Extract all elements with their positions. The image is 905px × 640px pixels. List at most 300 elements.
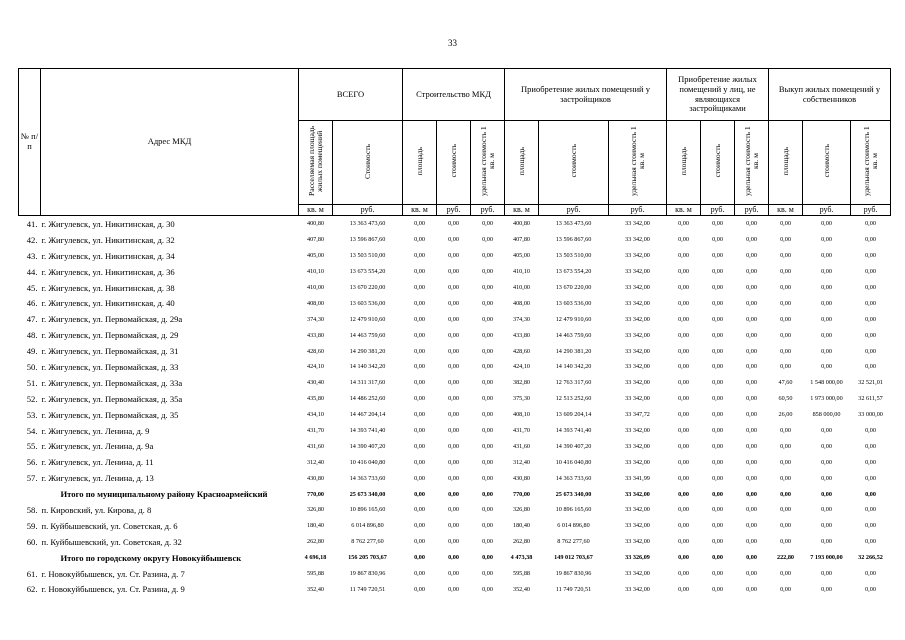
row-value: 770,00 xyxy=(512,490,530,498)
row-value: 0,00 xyxy=(678,379,689,387)
row-value: 0,00 xyxy=(448,220,459,228)
row-value: 0,00 xyxy=(414,236,425,244)
row-value: 13 673 554,20 xyxy=(555,268,592,276)
row-value: 0,00 xyxy=(780,506,791,514)
row-value: 19 867 830,96 xyxy=(349,570,386,578)
row-value: 0,00 xyxy=(678,522,689,530)
row-value: 47,60 xyxy=(778,379,793,387)
subheader-label: Стоимость xyxy=(362,143,372,179)
row-value: 0,00 xyxy=(746,315,757,323)
unit-cell: руб. xyxy=(437,205,471,216)
row-value: 312,40 xyxy=(306,458,324,466)
row-value: 0,00 xyxy=(746,442,757,450)
row-value: 0,00 xyxy=(746,554,757,562)
row-value: 0,00 xyxy=(865,347,876,355)
row-value: 430,80 xyxy=(306,474,324,482)
row-value: 19 867 830,96 xyxy=(555,570,592,578)
row-value: 0,00 xyxy=(414,268,425,276)
row-number: 51. xyxy=(26,377,38,388)
row-value: 0,00 xyxy=(865,474,876,482)
table-row xyxy=(19,470,891,486)
row-value: 13 670 220,00 xyxy=(555,284,592,291)
row-value: 25 673 340,00 xyxy=(555,490,592,498)
row-value: 33 342,00 xyxy=(625,268,650,276)
row-value: 13 363 473,60 xyxy=(349,220,386,228)
row-value: 13 596 867,60 xyxy=(555,236,592,244)
row-value: 0,00 xyxy=(865,236,876,244)
subheader-cell xyxy=(299,121,333,205)
row-value: 0,00 xyxy=(414,220,425,228)
row-value: 0,00 xyxy=(865,315,876,323)
row-value: 8 762 277,60 xyxy=(351,538,384,546)
row-value: 0,00 xyxy=(414,427,425,435)
row-value: 13 503 510,00 xyxy=(555,252,592,260)
row-value: 13 503 510,00 xyxy=(349,252,386,260)
row-value: 433,80 xyxy=(512,331,530,339)
row-value: 0,00 xyxy=(865,363,876,371)
total-label: Итого по муниципальному району Красноармейский xyxy=(60,489,268,500)
table-row xyxy=(19,375,891,391)
row-number: 58. xyxy=(26,504,38,515)
row-value: 0,00 xyxy=(482,252,493,260)
row-value: 312,40 xyxy=(512,458,530,466)
subheader-label: Расселяемая площадь жилых помещений xyxy=(306,126,324,197)
row-value: 25 673 340,00 xyxy=(349,490,386,498)
subheader-label: площадь xyxy=(414,147,424,176)
unit-cell: руб. xyxy=(735,205,769,216)
row-value: 0,00 xyxy=(678,474,689,482)
row-value: 0,00 xyxy=(821,331,832,339)
row-value: 0,00 xyxy=(414,538,425,546)
table-row xyxy=(19,343,891,359)
row-value: 410,00 xyxy=(306,284,324,291)
row-value: 0,00 xyxy=(448,554,459,562)
row-value: 33 342,00 xyxy=(625,379,650,387)
subheader-label: удельная стоимость 1 кв. м xyxy=(628,126,646,196)
subheader-cell xyxy=(609,121,667,205)
row-value: 0,00 xyxy=(780,236,791,244)
row-value: 375,30 xyxy=(512,395,530,403)
total-row xyxy=(19,486,891,502)
table-row xyxy=(19,311,891,327)
row-value: 0,00 xyxy=(482,554,493,562)
row-value: 0,00 xyxy=(746,347,757,355)
row-value: 0,00 xyxy=(821,268,832,276)
row-value: 0,00 xyxy=(746,395,757,403)
row-value: 13 596 867,60 xyxy=(349,236,386,244)
row-value: 0,00 xyxy=(482,284,493,291)
subheader-cell xyxy=(333,121,403,205)
row-value: 0,00 xyxy=(712,299,723,307)
row-value: 0,00 xyxy=(414,442,425,450)
subheader-cell xyxy=(471,121,505,205)
row-value: 326,80 xyxy=(512,506,530,514)
row-address: г. Новокуйбышевск, ул. Ст. Разина, д. 9 xyxy=(41,584,185,595)
row-value: 408,10 xyxy=(512,411,530,419)
row-address: г. Жигулевск, ул. Ленина, д. 11 xyxy=(41,457,154,468)
page-number: 33 xyxy=(448,38,457,48)
row-value: 0,00 xyxy=(821,474,832,482)
row-value: 0,00 xyxy=(712,427,723,435)
row-value: 0,00 xyxy=(482,442,493,450)
row-value: 0,00 xyxy=(780,284,791,291)
row-value: 0,00 xyxy=(448,538,459,546)
row-number: 60. xyxy=(26,536,38,547)
row-value: 0,00 xyxy=(414,474,425,482)
row-value: 1 973 000,00 xyxy=(810,395,843,403)
row-value: 12 479 910,60 xyxy=(349,315,386,323)
row-value: 0,00 xyxy=(780,331,791,339)
row-value: 0,00 xyxy=(678,585,689,593)
row-value: 0,00 xyxy=(482,315,493,323)
row-value: 352,40 xyxy=(306,585,324,593)
row-number: 54. xyxy=(26,425,38,436)
row-value: 33 342,00 xyxy=(625,284,650,291)
row-number: 57. xyxy=(26,473,38,484)
row-value: 0,00 xyxy=(482,585,493,593)
row-address: г. Жигулевск, ул. Никитинская, д. 34 xyxy=(41,250,175,261)
row-value: 0,00 xyxy=(414,363,425,371)
row-address: г. Жигулевск, ул. Первомайская, д. 35а xyxy=(41,393,183,404)
unit-cell: руб. xyxy=(333,205,403,216)
row-value: 407,80 xyxy=(512,236,530,244)
row-value: 0,00 xyxy=(482,474,493,482)
row-value: 0,00 xyxy=(865,458,876,466)
unit-cell: руб. xyxy=(803,205,851,216)
row-value: 0,00 xyxy=(482,299,493,307)
row-value: 0,00 xyxy=(780,347,791,355)
row-value: 0,00 xyxy=(448,522,459,530)
row-number: 42. xyxy=(26,234,38,245)
subheader-cell xyxy=(851,121,891,205)
row-value: 0,00 xyxy=(448,331,459,339)
table-row xyxy=(19,454,891,470)
row-value: 0,00 xyxy=(821,252,832,260)
subheader-label: удельная стоимость 1 кв. м xyxy=(478,126,496,196)
subheader-cell xyxy=(803,121,851,205)
row-value: 0,00 xyxy=(746,490,757,498)
row-value: 0,00 xyxy=(678,252,689,260)
row-value: 0,00 xyxy=(678,363,689,371)
row-value: 0,00 xyxy=(448,236,459,244)
row-address: п. Куйбышевский, ул. Советская, д. 32 xyxy=(41,536,182,547)
row-value: 14 393 741,40 xyxy=(555,427,592,435)
row-address: г. Жигулевск, ул. Первомайская, д. 31 xyxy=(41,346,179,357)
row-address: г. Жигулевск, ул. Никитинская, д. 38 xyxy=(41,282,175,293)
row-value: 0,00 xyxy=(821,458,832,466)
subheader-cell xyxy=(505,121,539,205)
row-value: 13 670 220,00 xyxy=(349,284,386,291)
row-value: 0,00 xyxy=(821,570,832,578)
row-value: 410,00 xyxy=(512,284,530,291)
row-value: 0,00 xyxy=(448,395,459,403)
row-value: 0,00 xyxy=(448,506,459,514)
row-value: 0,00 xyxy=(678,411,689,419)
row-value: 0,00 xyxy=(821,299,832,307)
table-row xyxy=(19,327,891,343)
row-value: 0,00 xyxy=(448,474,459,482)
row-value: 0,00 xyxy=(482,427,493,435)
table-row xyxy=(19,534,891,550)
row-value: 430,40 xyxy=(306,379,324,387)
row-value: 0,00 xyxy=(414,522,425,530)
row-value: 0,00 xyxy=(780,490,791,498)
row-value: 428,60 xyxy=(512,347,530,355)
row-number: 59. xyxy=(26,520,38,531)
row-number: 48. xyxy=(26,330,38,341)
row-value: 33 342,00 xyxy=(625,236,650,244)
row-value: 405,00 xyxy=(512,252,530,260)
unit-cell: руб. xyxy=(471,205,505,216)
row-value: 0,00 xyxy=(448,363,459,371)
row-value: 0,00 xyxy=(482,538,493,546)
row-value: 0,00 xyxy=(414,506,425,514)
row-value: 400,80 xyxy=(306,220,324,228)
unit-cell: кв. м xyxy=(667,205,701,216)
row-value: 14 486 252,60 xyxy=(349,395,386,403)
row-value: 13 603 536,00 xyxy=(349,299,386,307)
row-value: 0,00 xyxy=(746,506,757,514)
row-value: 0,00 xyxy=(780,570,791,578)
row-value: 0,00 xyxy=(780,299,791,307)
row-value: 0,00 xyxy=(712,363,723,371)
row-value: 0,00 xyxy=(865,268,876,276)
row-value: 8 762 277,60 xyxy=(557,538,590,546)
row-value: 6 014 896,80 xyxy=(557,522,590,530)
row-value: 0,00 xyxy=(678,458,689,466)
row-value: 0,00 xyxy=(746,522,757,530)
row-value: 0,00 xyxy=(780,538,791,546)
subheader-label: удельная стоимость 1 кв. м xyxy=(861,126,879,196)
row-value: 6 014 896,80 xyxy=(351,522,384,530)
row-value: 33 342,00 xyxy=(625,538,650,546)
row-value: 431,70 xyxy=(306,427,324,435)
table-row xyxy=(19,581,891,597)
row-value: 0,00 xyxy=(482,411,493,419)
row-value: 408,00 xyxy=(512,299,530,307)
row-value: 0,00 xyxy=(780,585,791,593)
row-value: 0,00 xyxy=(865,538,876,546)
row-value: 430,80 xyxy=(512,474,530,482)
row-value: 14 140 342,20 xyxy=(555,363,592,371)
subheader-cell xyxy=(735,121,769,205)
row-value: 33 347,72 xyxy=(625,411,650,419)
row-value: 0,00 xyxy=(414,284,425,291)
row-value: 32 611,57 xyxy=(858,395,883,403)
row-value: 0,00 xyxy=(712,490,723,498)
total-label: Итого по городскому округу Новокуйбышевск xyxy=(60,552,242,563)
table-row xyxy=(19,232,891,248)
row-value: 180,40 xyxy=(512,522,530,530)
row-value: 0,00 xyxy=(482,570,493,578)
table-row xyxy=(19,518,891,534)
row-value: 33 342,00 xyxy=(625,220,650,228)
row-value: 262,80 xyxy=(306,538,324,546)
row-number: 56. xyxy=(26,457,38,468)
row-value: 14 140 342,20 xyxy=(349,363,386,371)
row-value: 33 342,00 xyxy=(625,299,650,307)
row-value: 0,00 xyxy=(712,442,723,450)
row-value: 14 290 381,20 xyxy=(555,347,592,355)
row-address: г. Жигулевск, ул. Ленина, д. 13 xyxy=(41,473,154,484)
row-value: 0,00 xyxy=(678,347,689,355)
row-value: 0,00 xyxy=(712,411,723,419)
table-row xyxy=(19,423,891,439)
row-value: 0,00 xyxy=(780,252,791,260)
row-value: 0,00 xyxy=(482,268,493,276)
row-value: 11 749 720,51 xyxy=(349,585,386,593)
row-value: 33 342,00 xyxy=(625,331,650,339)
row-value: 0,00 xyxy=(865,284,876,291)
row-value: 13 673 554,20 xyxy=(349,268,386,276)
row-value: 0,00 xyxy=(448,427,459,435)
row-value: 408,00 xyxy=(306,299,324,307)
row-address: г. Жигулевск, ул. Никитинская, д. 32 xyxy=(41,234,175,245)
row-value: 33 342,00 xyxy=(625,395,650,403)
row-number: 49. xyxy=(26,346,38,357)
row-value: 0,00 xyxy=(821,236,832,244)
row-value: 0,00 xyxy=(712,506,723,514)
table-header xyxy=(19,69,891,216)
row-value: 0,00 xyxy=(482,347,493,355)
row-value: 0,00 xyxy=(448,284,459,291)
row-value: 0,00 xyxy=(821,442,832,450)
subheader-cell xyxy=(667,121,701,205)
row-value: 0,00 xyxy=(448,490,459,498)
row-value: 405,00 xyxy=(306,252,324,260)
row-value: 11 749 720,51 xyxy=(555,585,592,593)
header-num: № п/п xyxy=(19,69,41,216)
row-value: 433,80 xyxy=(306,331,324,339)
row-value: 12 513 252,60 xyxy=(555,395,592,403)
table-row xyxy=(19,295,891,311)
row-value: 0,00 xyxy=(712,252,723,260)
row-value: 0,00 xyxy=(482,458,493,466)
row-value: 0,00 xyxy=(821,522,832,530)
row-value: 0,00 xyxy=(448,458,459,466)
row-value: 770,00 xyxy=(306,490,324,498)
row-value: 595,88 xyxy=(306,570,324,578)
table-row xyxy=(19,280,891,296)
row-value: 0,00 xyxy=(712,220,723,228)
mkd-table xyxy=(18,68,891,597)
row-value: 0,00 xyxy=(746,538,757,546)
row-address: п. Кировский, ул. Кирова, д. 8 xyxy=(41,504,152,515)
row-value: 0,00 xyxy=(746,411,757,419)
row-value: 0,00 xyxy=(865,252,876,260)
row-value: 0,00 xyxy=(712,474,723,482)
row-number: 44. xyxy=(26,266,38,277)
row-value: 1 548 000,00 xyxy=(810,379,843,387)
row-value: 33 342,00 xyxy=(625,442,650,450)
row-value: 0,00 xyxy=(482,395,493,403)
header-group-buyout: Выкуп жилых помещений у собственников xyxy=(769,69,891,121)
row-value: 13 363 473,60 xyxy=(555,220,592,228)
row-value: 0,00 xyxy=(746,220,757,228)
row-value: 0,00 xyxy=(678,442,689,450)
row-value: 0,00 xyxy=(746,427,757,435)
row-value: 431,70 xyxy=(512,427,530,435)
subheader-label: стоимость xyxy=(712,144,722,178)
row-value: 0,00 xyxy=(678,506,689,514)
subheader-label: площадь xyxy=(516,147,526,176)
row-number xyxy=(19,550,41,566)
row-value: 0,00 xyxy=(448,585,459,593)
row-value: 0,00 xyxy=(821,490,832,498)
row-value: 0,00 xyxy=(821,427,832,435)
row-value: 0,00 xyxy=(482,506,493,514)
row-value: 0,00 xyxy=(678,331,689,339)
row-value: 32 521,01 xyxy=(858,379,883,387)
row-value: 0,00 xyxy=(712,458,723,466)
row-value: 0,00 xyxy=(678,236,689,244)
row-value: 0,00 xyxy=(746,284,757,291)
row-value: 0,00 xyxy=(865,427,876,435)
row-value: 33 342,00 xyxy=(625,347,650,355)
row-value: 0,00 xyxy=(712,315,723,323)
row-value: 156 205 703,67 xyxy=(348,554,387,562)
row-value: 33 342,00 xyxy=(625,427,650,435)
row-value: 32 266,52 xyxy=(858,554,883,562)
row-value: 0,00 xyxy=(712,347,723,355)
table-row xyxy=(19,216,891,232)
row-value: 0,00 xyxy=(482,220,493,228)
row-value: 33 342,00 xyxy=(625,490,650,498)
row-value: 0,00 xyxy=(746,268,757,276)
row-value: 0,00 xyxy=(865,442,876,450)
row-value: 0,00 xyxy=(414,315,425,323)
row-value: 0,00 xyxy=(821,538,832,546)
row-value: 14 467 204,14 xyxy=(349,411,386,419)
row-value: 0,00 xyxy=(821,506,832,514)
row-value: 0,00 xyxy=(712,268,723,276)
row-value: 0,00 xyxy=(780,315,791,323)
row-address: г. Новокуйбышевск, ул. Ст. Разина, д. 7 xyxy=(41,568,185,579)
row-value: 431,60 xyxy=(306,442,324,450)
subheader-label: стоимость xyxy=(448,144,458,178)
row-value: 0,00 xyxy=(448,570,459,578)
row-number: 62. xyxy=(26,584,38,595)
row-value: 0,00 xyxy=(414,458,425,466)
row-value: 0,00 xyxy=(482,490,493,498)
table-row xyxy=(19,248,891,264)
row-address: г. Жигулевск, ул. Ленина, д. 9а xyxy=(41,441,154,452)
header-group-developers: Приобретение жилых помещений у застройщиков xyxy=(505,69,667,121)
row-value: 0,00 xyxy=(482,331,493,339)
header-group-non-developers: Приобретение жилых помещений у лиц, не являющихся застройщиками xyxy=(667,69,769,121)
header-group-construction: Строительство МКД xyxy=(403,69,505,121)
subheader-label: площадь xyxy=(678,147,688,176)
row-value: 33 342,00 xyxy=(625,315,650,323)
row-value: 0,00 xyxy=(678,490,689,498)
row-value: 0,00 xyxy=(746,570,757,578)
row-value: 0,00 xyxy=(746,379,757,387)
row-value: 0,00 xyxy=(780,427,791,435)
row-value: 0,00 xyxy=(414,379,425,387)
row-value: 4 696,18 xyxy=(304,554,327,562)
row-value: 33 326,09 xyxy=(625,554,650,562)
row-value: 0,00 xyxy=(712,284,723,291)
row-value: 14 363 733,60 xyxy=(555,474,592,482)
row-number: 45. xyxy=(26,282,38,293)
row-value: 0,00 xyxy=(414,554,425,562)
row-value: 0,00 xyxy=(712,379,723,387)
table-row xyxy=(19,438,891,454)
row-value: 410,10 xyxy=(306,268,324,276)
row-value: 0,00 xyxy=(414,331,425,339)
row-value: 0,00 xyxy=(414,570,425,578)
row-value: 0,00 xyxy=(865,299,876,307)
